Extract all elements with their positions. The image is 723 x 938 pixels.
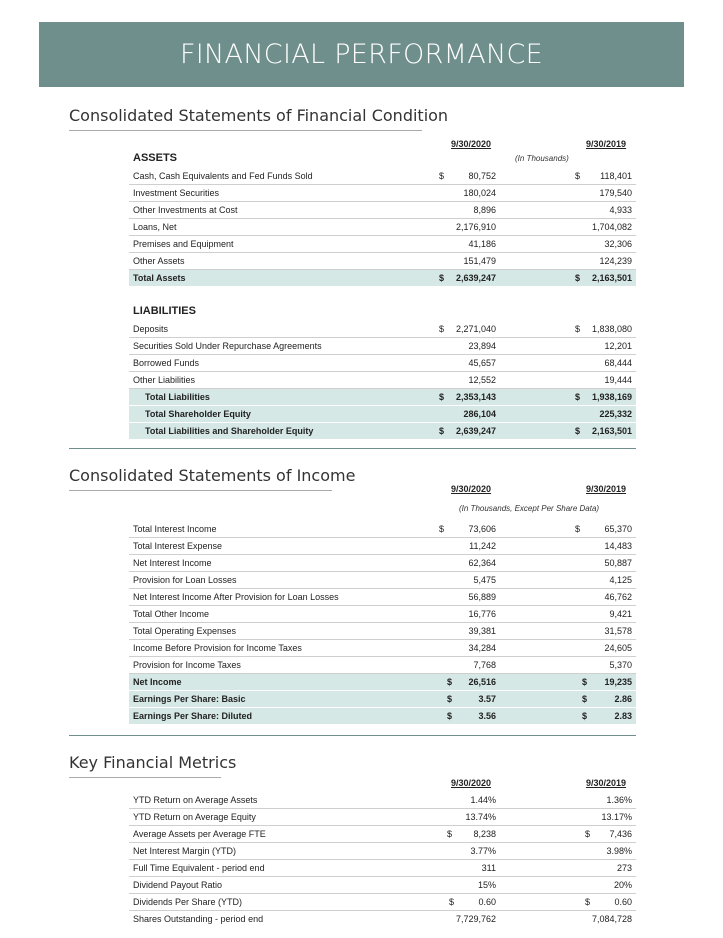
- row-label: Income Before Provision for Income Taxes: [133, 643, 302, 653]
- table-row: [129, 657, 636, 674]
- value-2020: 26,516: [468, 677, 496, 687]
- metrics-col-2019: 9/30/2019: [586, 778, 627, 788]
- value-2019: 19,444: [604, 375, 632, 385]
- row-label: Total Assets: [133, 273, 186, 283]
- value-2020: 62,364: [468, 558, 496, 568]
- value-2019: 4,125: [609, 575, 632, 585]
- page-banner: [39, 22, 684, 87]
- condition-section-title: Consolidated Statements of Financial Condition: [69, 106, 449, 125]
- table-row: [129, 572, 636, 589]
- table-row: [129, 372, 636, 389]
- currency-sign: $: [439, 524, 445, 534]
- table-row: [129, 640, 636, 657]
- row-label: Loans, Net: [133, 222, 177, 232]
- value-2019: 20%: [613, 880, 632, 890]
- value-2020: 15%: [477, 880, 496, 890]
- row-label: Premises and Equipment: [133, 239, 234, 249]
- value-2019: 13.17%: [601, 812, 632, 822]
- row-label: Net Interest Income: [133, 558, 212, 568]
- currency-sign: $: [575, 426, 581, 436]
- row-label: Total Shareholder Equity: [145, 409, 251, 419]
- row-label: Total Liabilities: [145, 392, 210, 402]
- value-2019: 0.60: [614, 897, 632, 907]
- value-2020: 34,284: [468, 643, 496, 653]
- row-label: Net Interest Margin (YTD): [133, 846, 237, 856]
- liabilities-heading: LIABILITIES: [133, 305, 196, 317]
- row-label: Total Operating Expenses: [133, 626, 237, 636]
- row-label: Dividend Payout Ratio: [133, 880, 223, 890]
- value-2019: 5,370: [609, 660, 632, 670]
- value-2020: 2,176,910: [455, 222, 496, 232]
- section-divider: [69, 735, 636, 736]
- currency-sign: $: [582, 677, 588, 687]
- row-label: Total Interest Expense: [133, 541, 223, 551]
- value-2019: 7,084,728: [591, 914, 632, 924]
- row-label: Net Interest Income After Provision for Loan Losses: [133, 592, 339, 602]
- row-label: Provision for Loan Losses: [133, 575, 237, 585]
- total-row: [129, 406, 636, 423]
- value-2019: 12,201: [604, 341, 632, 351]
- condition-title-rule: [69, 130, 422, 131]
- value-2020: 23,894: [468, 341, 496, 351]
- table-row: [129, 894, 636, 911]
- income-col-2020: 9/30/2020: [451, 484, 492, 494]
- condition-col-2019: 9/30/2019: [586, 139, 627, 149]
- row-label: Investment Securities: [133, 188, 220, 198]
- row-label: Borrowed Funds: [133, 358, 200, 368]
- table-row: [129, 538, 636, 555]
- currency-sign: $: [447, 677, 453, 687]
- value-2020: 8,896: [473, 205, 496, 215]
- table-row: [129, 911, 636, 928]
- value-2019: 50,887: [604, 558, 632, 568]
- value-2019: 24,605: [604, 643, 632, 653]
- metrics-title-rule: [69, 777, 221, 778]
- row-label: YTD Return on Average Assets: [133, 795, 258, 805]
- condition-unit-note: (In Thousands): [515, 154, 569, 163]
- income-section-title: Consolidated Statements of Income: [69, 466, 356, 485]
- value-2019: 179,540: [599, 188, 632, 198]
- value-2019: 31,578: [604, 626, 632, 636]
- row-label: Total Liabilities and Shareholder Equity: [145, 426, 314, 436]
- metrics-col-2020: 9/30/2020: [451, 778, 492, 788]
- row-label: Other Investments at Cost: [133, 205, 238, 215]
- row-label: Other Liabilities: [133, 375, 196, 385]
- income-col-2019: 9/30/2019: [586, 484, 627, 494]
- row-label: Other Assets: [133, 256, 185, 266]
- value-2019: 1,838,080: [591, 324, 632, 334]
- value-2019: 68,444: [604, 358, 632, 368]
- value-2019: 1,938,169: [591, 392, 632, 402]
- currency-sign: $: [585, 897, 591, 907]
- total-row: [129, 423, 636, 440]
- row-label: Provision for Income Taxes: [133, 660, 241, 670]
- value-2019: 14,483: [604, 541, 632, 551]
- value-2020: 2,639,247: [455, 273, 496, 283]
- value-2019: 3.98%: [606, 846, 632, 856]
- value-2020: 7,729,762: [455, 914, 496, 924]
- currency-sign: $: [447, 711, 453, 721]
- total-row: [129, 708, 636, 725]
- value-2019: 2.86: [614, 694, 632, 704]
- value-2020: 311: [481, 863, 496, 873]
- value-2020: 0.60: [478, 897, 496, 907]
- currency-sign: $: [575, 171, 581, 181]
- table-row: [129, 589, 636, 606]
- table-row: [129, 253, 636, 270]
- total-row: [129, 691, 636, 708]
- value-2019: 118,401: [600, 171, 632, 181]
- value-2020: 2,639,247: [455, 426, 496, 436]
- table-row: [129, 168, 636, 185]
- table-row: [129, 606, 636, 623]
- currency-sign: $: [575, 524, 581, 534]
- currency-sign: $: [439, 171, 445, 181]
- row-label: Net Income: [133, 677, 182, 687]
- value-2020: 2,353,143: [455, 392, 496, 402]
- table-row: [129, 860, 636, 877]
- value-2020: 3.56: [478, 711, 496, 721]
- currency-sign: $: [439, 273, 445, 283]
- table-row: [129, 623, 636, 640]
- table-row: [129, 219, 636, 236]
- currency-sign: $: [449, 897, 455, 907]
- row-label: Earnings Per Share: Basic: [133, 694, 246, 704]
- value-2020: 80,752: [468, 171, 496, 181]
- value-2019: 4,933: [609, 205, 632, 215]
- value-2020: 73,606: [468, 524, 496, 534]
- currency-sign: $: [447, 694, 453, 704]
- assets-heading: ASSETS: [133, 152, 178, 164]
- table-row: [129, 809, 636, 826]
- row-label: Securities Sold Under Repurchase Agreements: [133, 341, 322, 351]
- row-label: Dividends Per Share (YTD): [133, 897, 243, 907]
- table-row: [129, 236, 636, 253]
- currency-sign: $: [575, 392, 581, 402]
- row-label: Deposits: [133, 324, 169, 334]
- value-2020: 13.74%: [465, 812, 496, 822]
- table-row: [129, 355, 636, 372]
- value-2020: 286,104: [463, 409, 496, 419]
- value-2020: 2,271,040: [455, 324, 496, 334]
- section-divider: [69, 448, 636, 449]
- value-2020: 7,768: [473, 660, 496, 670]
- currency-sign: $: [439, 324, 445, 334]
- page-title: FINANCIAL PERFORMANCE: [179, 39, 544, 70]
- currency-sign: $: [439, 426, 445, 436]
- currency-sign: $: [575, 273, 581, 283]
- value-2020: 151,479: [463, 256, 496, 266]
- value-2019: 2,163,501: [591, 273, 632, 283]
- income-title-rule: [69, 490, 332, 491]
- row-label: Cash, Cash Equivalents and Fed Funds Sold: [133, 171, 313, 181]
- currency-sign: $: [582, 694, 588, 704]
- currency-sign: $: [447, 829, 453, 839]
- currency-sign: $: [575, 324, 581, 334]
- currency-sign: $: [585, 829, 591, 839]
- value-2020: 3.57: [478, 694, 496, 704]
- currency-sign: $: [439, 392, 445, 402]
- row-label: YTD Return on Average Equity: [133, 812, 256, 822]
- row-label: Earnings Per Share: Diluted: [133, 711, 253, 721]
- row-label: Shares Outstanding - period end: [133, 914, 264, 924]
- table-row: [129, 792, 636, 809]
- row-label: Full Time Equivalent - period end: [133, 863, 265, 873]
- value-2019: 7,436: [609, 829, 632, 839]
- value-2019: 2,163,501: [591, 426, 632, 436]
- value-2019: 2.83: [614, 711, 632, 721]
- table-row: [129, 202, 636, 219]
- total-row: [129, 270, 636, 287]
- value-2020: 56,889: [468, 592, 496, 602]
- value-2020: 3.77%: [470, 846, 496, 856]
- value-2019: 1,704,082: [591, 222, 632, 232]
- value-2020: 16,776: [468, 609, 496, 619]
- value-2019: 9,421: [609, 609, 632, 619]
- table-row: [129, 555, 636, 572]
- value-2019: 46,762: [604, 592, 632, 602]
- metrics-section-title: Key Financial Metrics: [69, 753, 237, 772]
- table-row: [129, 321, 636, 338]
- table-row: [129, 877, 636, 894]
- row-label: Total Interest Income: [133, 524, 217, 534]
- currency-sign: $: [582, 711, 588, 721]
- value-2020: 45,657: [468, 358, 496, 368]
- value-2019: 32,306: [604, 239, 632, 249]
- value-2020: 1.44%: [470, 795, 496, 805]
- value-2020: 5,475: [473, 575, 496, 585]
- value-2019: 225,332: [599, 409, 632, 419]
- row-label: Total Other Income: [133, 609, 210, 619]
- total-row: [129, 389, 636, 406]
- table-row: [129, 826, 636, 843]
- value-2020: 39,381: [468, 626, 496, 636]
- value-2020: 12,552: [468, 375, 496, 385]
- total-row: [129, 674, 636, 691]
- value-2020: 8,238: [473, 829, 496, 839]
- value-2019: 1.36%: [606, 795, 632, 805]
- income-unit-note: (In Thousands, Except Per Share Data): [459, 504, 600, 513]
- value-2020: 11,242: [469, 541, 496, 551]
- value-2020: 41,186: [468, 239, 496, 249]
- value-2020: 180,024: [463, 188, 496, 198]
- row-label: Average Assets per Average FTE: [133, 829, 266, 839]
- value-2019: 19,235: [604, 677, 632, 687]
- value-2019: 273: [616, 863, 632, 873]
- table-row: [129, 338, 636, 355]
- table-row: [129, 843, 636, 860]
- condition-col-2020: 9/30/2020: [451, 139, 492, 149]
- table-row: [129, 185, 636, 202]
- table-row: [129, 521, 636, 538]
- value-2019: 124,239: [599, 256, 632, 266]
- value-2019: 65,370: [604, 524, 632, 534]
